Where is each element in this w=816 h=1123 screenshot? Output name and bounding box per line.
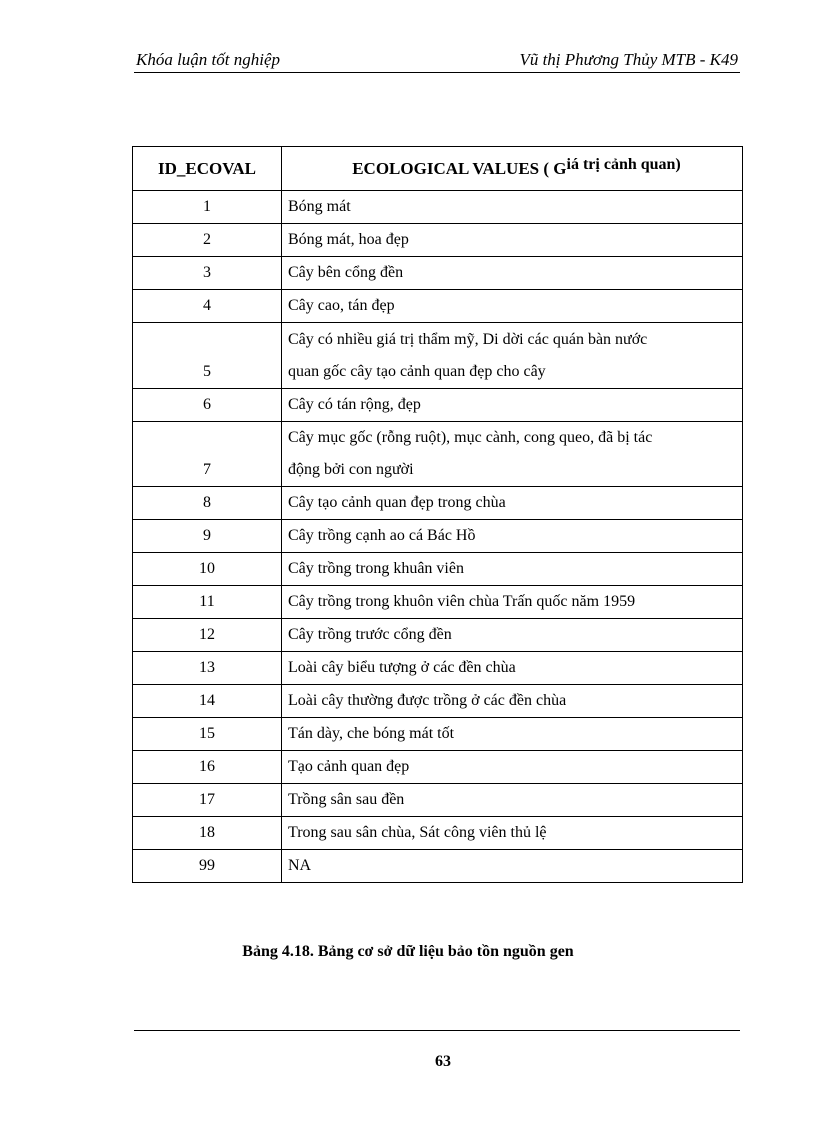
row-value: Bóng mát: [282, 191, 743, 224]
table-row: [133, 652, 743, 685]
row-id: 13: [133, 652, 282, 685]
row-value: Loài cây thường được trồng ở các đền chùa: [282, 685, 743, 718]
row-value: Trong sau sân chùa, Sát công viên thủ lệ: [282, 817, 743, 850]
row-id: 15: [133, 718, 282, 751]
header-author: Vũ thị Phương Thủy MTB - K49: [519, 50, 738, 69]
row-value: [282, 421, 743, 487]
ecological-values-table: [132, 146, 743, 883]
row-value: Cây trồng trong khuân viên: [282, 553, 743, 586]
row-id: 18: [133, 817, 282, 850]
table-row: [133, 619, 743, 652]
row-value: NA: [282, 850, 743, 883]
row-value: Bóng mát, hoa đẹp: [282, 224, 743, 257]
row-value: Cây trồng trong khuôn viên chùa Trấn quốc năm 1959: [282, 586, 743, 619]
row-id: 6: [133, 388, 282, 421]
row-id: 4: [133, 290, 282, 323]
table-row: [133, 421, 743, 487]
table-row: [133, 191, 743, 224]
row-value: Cây trồng trước cổng đền: [282, 619, 743, 652]
row-id: 7: [133, 421, 282, 487]
row-value-line: động bởi con người: [288, 461, 414, 479]
row-id: 2: [133, 224, 282, 257]
row-value: Cây có tán rộng, đẹp: [282, 388, 743, 421]
table-row: [133, 520, 743, 553]
row-value: Cây bên cổng đền: [282, 257, 743, 290]
table-row: [133, 586, 743, 619]
table-row: [133, 718, 743, 751]
row-value: Cây cao, tán đẹp: [282, 290, 743, 323]
row-value-line: quan gốc cây tạo cảnh quan đẹp cho cây: [288, 362, 546, 380]
table-row: [133, 388, 743, 421]
row-id: 12: [133, 619, 282, 652]
row-value-line: Cây mục gốc (rỗng ruột), mục cành, cong queo, đã bị tác: [288, 429, 653, 447]
page-number: 63: [435, 1053, 451, 1070]
row-value-line: Cây có nhiều giá trị thẩm mỹ, Di dời các quán bàn nước: [288, 330, 648, 348]
table-caption: Bảng 4.18. Bảng cơ sở dữ liệu bảo tồn nguồn gen: [242, 943, 574, 960]
table-row: [133, 850, 743, 883]
table-row: [133, 685, 743, 718]
row-value: Loài cây biểu tượng ở các đền chùa: [282, 652, 743, 685]
header-thesis-label: Khóa luận tốt nghiệp: [136, 50, 281, 69]
row-value: Tán dày, che bóng mát tốt: [282, 718, 743, 751]
row-id: 8: [133, 487, 282, 520]
row-value: Tạo cảnh quan đẹp: [282, 751, 743, 784]
page-header: [134, 50, 740, 73]
row-value: Trồng sân sau đền: [282, 784, 743, 817]
row-id: 10: [133, 553, 282, 586]
row-id: 99: [133, 850, 282, 883]
row-id: 1: [133, 191, 282, 224]
footer-divider: [134, 1030, 740, 1031]
table-row: [133, 784, 743, 817]
column-header-id: ID_ECOVAL: [133, 147, 282, 191]
column-header-sub: iá trị cảnh quan): [566, 155, 681, 173]
table-row: [133, 751, 743, 784]
table-row: [133, 290, 743, 323]
column-header-ecological-values: [282, 147, 743, 191]
row-id: 5: [133, 323, 282, 389]
row-id: 3: [133, 257, 282, 290]
row-id: 17: [133, 784, 282, 817]
table-row: [133, 487, 743, 520]
row-id: 16: [133, 751, 282, 784]
table-row: [133, 553, 743, 586]
row-value: Cây tạo cảnh quan đẹp trong chùa: [282, 487, 743, 520]
table-row: [133, 257, 743, 290]
row-id: 14: [133, 685, 282, 718]
row-id: 11: [133, 586, 282, 619]
row-value: [282, 323, 743, 389]
table-header-row: [133, 147, 743, 191]
row-value: Cây trồng cạnh ao cá Bác Hồ: [282, 520, 743, 553]
table-row: [133, 224, 743, 257]
row-id: 9: [133, 520, 282, 553]
column-header-main: ECOLOGICAL VALUES ( G: [352, 158, 567, 178]
table-row: [133, 817, 743, 850]
table-row: [133, 323, 743, 389]
